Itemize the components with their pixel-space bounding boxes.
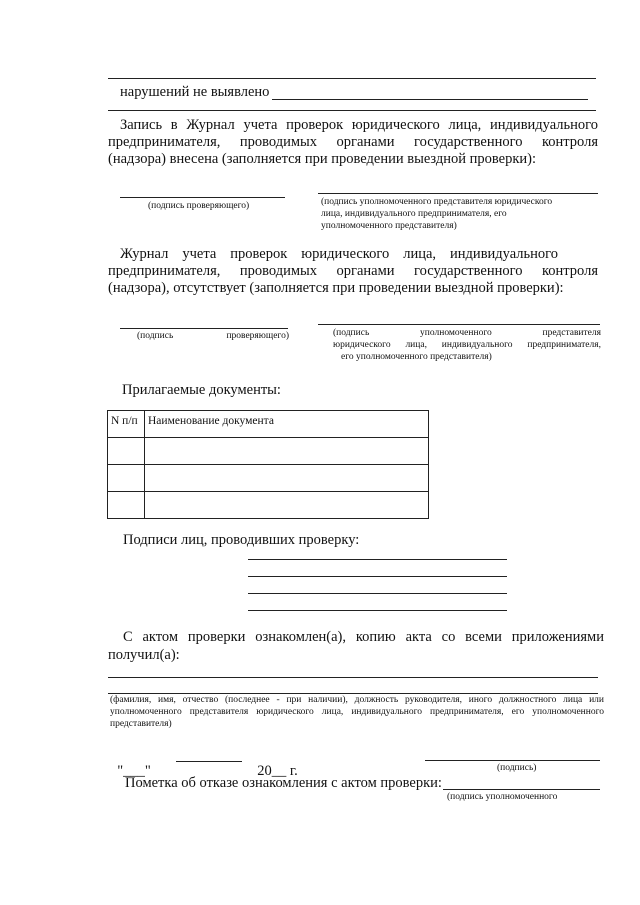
table-cell[interactable] bbox=[145, 465, 429, 492]
inspector-signature-caption-1: (подпись проверяющего) bbox=[148, 201, 250, 211]
journal-missing-line-1: Журнал учета проверок юридического лица, индивидуального bbox=[120, 246, 558, 262]
top-rule bbox=[108, 78, 596, 79]
acquainted-caption-3: представителя) bbox=[110, 719, 172, 729]
date-close-quote: " bbox=[144, 763, 151, 779]
table-header-row bbox=[108, 411, 429, 438]
refusal-caption: (подпись уполномоченного bbox=[447, 792, 558, 802]
acquainted-name-line-1[interactable] bbox=[108, 677, 598, 678]
inspector-signature-line-1[interactable] bbox=[120, 197, 285, 198]
representative-caption-1c: уполномоченного представителя) bbox=[321, 221, 457, 231]
representative-caption-2a: (подпись уполномоченного представителя bbox=[333, 328, 601, 338]
violations-label: нарушений не выявлено bbox=[120, 84, 270, 100]
representative-caption-2c: его уполномоченного представителя) bbox=[341, 352, 492, 362]
representative-caption-1a: (подпись уполномоченного представителя юридического bbox=[321, 197, 553, 207]
date-year-prefix: 20 bbox=[257, 763, 272, 779]
table-cell[interactable] bbox=[145, 438, 429, 465]
journal-entry-line-1: Запись в Журнал учета проверок юридического лица, индивидуального bbox=[120, 117, 598, 133]
attached-docs-title: Прилагаемые документы: bbox=[122, 382, 281, 398]
table-row[interactable] bbox=[108, 465, 429, 492]
date-year-suffix: г. bbox=[289, 763, 298, 779]
representative-signature-line-2[interactable] bbox=[318, 324, 600, 325]
attached-docs-table bbox=[107, 410, 429, 519]
acquainted-line-2: получил(а): bbox=[108, 647, 180, 663]
inspector-signature-caption-2: (подпись проверяющего) bbox=[137, 331, 289, 341]
table-cell[interactable] bbox=[108, 465, 145, 492]
inspector-signature-slot-1[interactable] bbox=[248, 559, 507, 560]
col-name-header: Наименование документа bbox=[145, 411, 429, 438]
journal-missing-line-3: (надзора), отсутствует (заполняется при проведении выездной проверки): bbox=[108, 280, 564, 296]
date-month-blank[interactable] bbox=[176, 761, 242, 762]
violations-rule-2 bbox=[108, 110, 596, 111]
col-num-header: N п/п bbox=[108, 411, 145, 438]
date-signature-caption: (подпись) bbox=[497, 763, 537, 773]
refusal-label: Пометка об отказе ознакомления с актом проверки: bbox=[125, 775, 442, 791]
acquainted-caption-2: уполномоченного представителя юридического лица, индивидуального предпринимателя, его уполномоченного bbox=[110, 707, 604, 717]
date-open-quote: " bbox=[117, 763, 124, 779]
signatures-title: Подписи лиц, проводивших проверку: bbox=[123, 532, 360, 548]
violations-blank[interactable] bbox=[272, 99, 588, 100]
acquainted-line-1: С актом проверки ознакомлен(а), копию акта со всеми приложениями bbox=[123, 629, 604, 645]
inspector-signature-slot-2[interactable] bbox=[248, 576, 507, 577]
table-cell[interactable] bbox=[145, 492, 429, 519]
inspector-signature-slot-3[interactable] bbox=[248, 593, 507, 594]
table-cell[interactable] bbox=[108, 438, 145, 465]
table-row[interactable] bbox=[108, 438, 429, 465]
table-cell[interactable] bbox=[108, 492, 145, 519]
acquainted-name-line-2[interactable] bbox=[108, 693, 598, 694]
date-year-blank[interactable]: __ bbox=[271, 763, 287, 779]
date-signature-line[interactable] bbox=[425, 760, 600, 761]
journal-entry-line-3: (надзора) внесена (заполняется при проведении выездной проверки): bbox=[108, 151, 537, 167]
inspector-signature-slot-4[interactable] bbox=[248, 610, 507, 611]
table-row[interactable] bbox=[108, 492, 429, 519]
journal-missing-line-2: предпринимателя, проводимых органами государственного контроля bbox=[108, 263, 598, 279]
journal-entry-line-2: предпринимателя, проводимых органами государственного контроля bbox=[108, 134, 598, 150]
representative-caption-2b: юридического лица, индивидуального предпринимателя, bbox=[333, 340, 601, 350]
representative-caption-1b: лица, индивидуального предпринимателя, его bbox=[321, 209, 507, 219]
acquainted-caption-1: (фамилия, имя, отчество (последнее - при наличии), должность руководителя, иного должностного лица или bbox=[110, 695, 604, 705]
refusal-signature-line[interactable] bbox=[443, 789, 600, 790]
date-day-blank[interactable]: ___ bbox=[123, 763, 145, 779]
representative-signature-line-1[interactable] bbox=[318, 193, 598, 194]
inspector-signature-line-2[interactable] bbox=[120, 328, 288, 329]
